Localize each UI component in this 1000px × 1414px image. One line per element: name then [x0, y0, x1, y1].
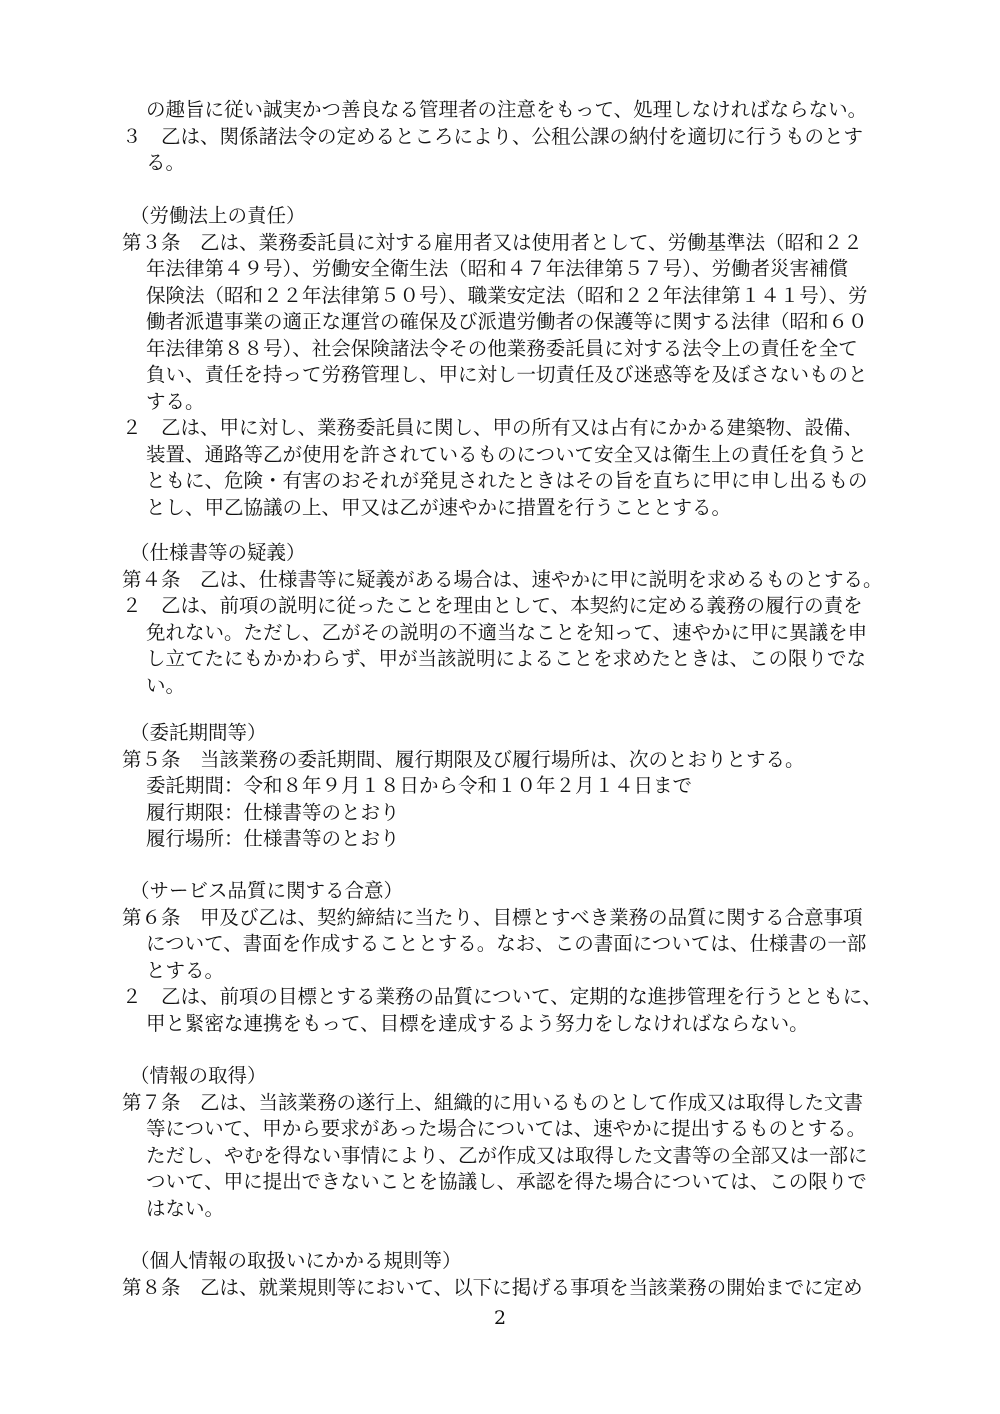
text-line: について、書面を作成することとする。なお、この書面については、仕様書の一部 [146, 932, 867, 955]
text-line: 装置、通路等乙が使用を許されているものについて安全又は衛生上の責任を負うと [146, 442, 868, 466]
text-line: ただし、やむを得ない事情により、乙が作成又は取得した文書等の全部又は一部に [146, 1143, 868, 1167]
text-line: ３ 乙は、関係諸法令の定めるところにより、公租公課の納付を適切に行うものとす [122, 124, 864, 148]
text-line: する。 [146, 389, 205, 413]
text-line: 第７条 乙は、当該業務の遂行上、組織的に用いるものとして作成又は取得した文書 [122, 1090, 864, 1114]
page-number: 2 [493, 1307, 507, 1329]
block-article-8 [122, 1248, 900, 1301]
text-line: ２ 乙は、前項の目標とする業務の品質について、定期的な進捗管理を行うとともに、 [122, 985, 882, 1008]
article-caption: （仕様書等の疑義） [130, 541, 306, 564]
text-line: はない。 [146, 1196, 225, 1220]
text-line: 等について、甲から要求があった場合については、速やかに提出するものとする。 [146, 1117, 867, 1140]
text-line: とし、甲乙協議の上、甲又は乙が速やかに措置を行うこととする。 [146, 495, 732, 519]
text-line: い。 [146, 673, 186, 697]
text-line: 履行場所：仕様書等のとおり [146, 827, 400, 850]
text-line: 第６条 甲及び乙は、契約締結に当たり、目標とすべき業務の品質に関する合意事項 [122, 905, 863, 929]
block-article-4 [122, 540, 900, 699]
text-line: 年法律第８８号）、社会保険諸法令その他業務委託員に対する法令上の責任を全て [146, 336, 858, 360]
block-clause-2-cont [122, 97, 900, 177]
article-caption: （委託期間等） [130, 721, 267, 744]
text-line: 甲と緊密な連携をもって、目標を達成するよう努力をしなければならない。 [146, 1011, 809, 1035]
text-line: ２ 乙は、甲に対し、業務委託員に関し、甲の所有又は占有にかかる建築物、設備、 [122, 416, 864, 439]
text-line: 年法律第４９号）、労働安全衛生法（昭和４７年法律第５７号）、労働者災害補償 [146, 257, 849, 280]
block-article-3 [122, 203, 900, 521]
text-line: とする。 [146, 958, 225, 982]
text-line: し立てたにもかかわらず、甲が当該説明によることを求めたときは、この限りでな [146, 647, 866, 670]
article-caption: （情報の取得） [130, 1064, 267, 1087]
article-caption: （個人情報の取扱いにかかる規則等） [130, 1249, 462, 1272]
text-line: る。 [146, 151, 186, 174]
block-article-6 [122, 878, 900, 1037]
article-caption: （労働法上の責任） [130, 204, 306, 227]
text-line: 履行期限：仕様書等のとおり [146, 800, 400, 824]
text-line: 第５条 当該業務の委託期間、履行期限及び履行場所は、次のとおりとする。 [122, 747, 805, 771]
text-line: 第８条 乙は、就業規則等において、以下に掲げる事項を当該業務の開始までに定め [122, 1275, 863, 1299]
text-line: 第３条 乙は、業務委託員に対する雇用者又は使用者として、労働基準法（昭和２２ [122, 230, 863, 254]
text-line: 負い、責任を持って労務管理し、甲に対し一切責任及び迷惑等を及ぼさないものと [146, 363, 868, 386]
text-line: 働者派遣事業の適正な運営の確保及び派遣労働者の保護等に関する法律（昭和６０ [146, 310, 868, 333]
text-line: 保険法（昭和２２年法律第５０号）、職業安定法（昭和２２年法律第１４１号）、労 [146, 283, 868, 307]
text-line: 第４条 乙は、仕様書等に疑義がある場合は、速やかに甲に説明を求めるものとする。 [122, 567, 883, 591]
text-line: ともに、危険・有害のおそれが発見されたときはその旨を直ちに甲に申し出るもの [146, 469, 868, 492]
text-line: 委託期間：令和８年９月１８日から令和１０年２月１４日まで [146, 774, 693, 797]
text-line: の趣旨に従い誠実かつ善良なる管理者の注意をもって、処理しなければならない。 [146, 98, 868, 121]
text-line: ついて、甲に提出できないことを協議し、承認を得た場合については、この限りで [146, 1170, 867, 1193]
block-article-7 [122, 1063, 900, 1222]
text-line: 免れない。ただし、乙がその説明の不適当なことを知って、速やかに甲に異議を申 [146, 620, 868, 644]
article-caption: （サービス品質に関する合意） [130, 879, 404, 902]
text-line: ２ 乙は、前項の説明に従ったことを理由として、本契約に定める義務の履行の責を [122, 594, 863, 617]
block-article-5 [122, 720, 900, 853]
